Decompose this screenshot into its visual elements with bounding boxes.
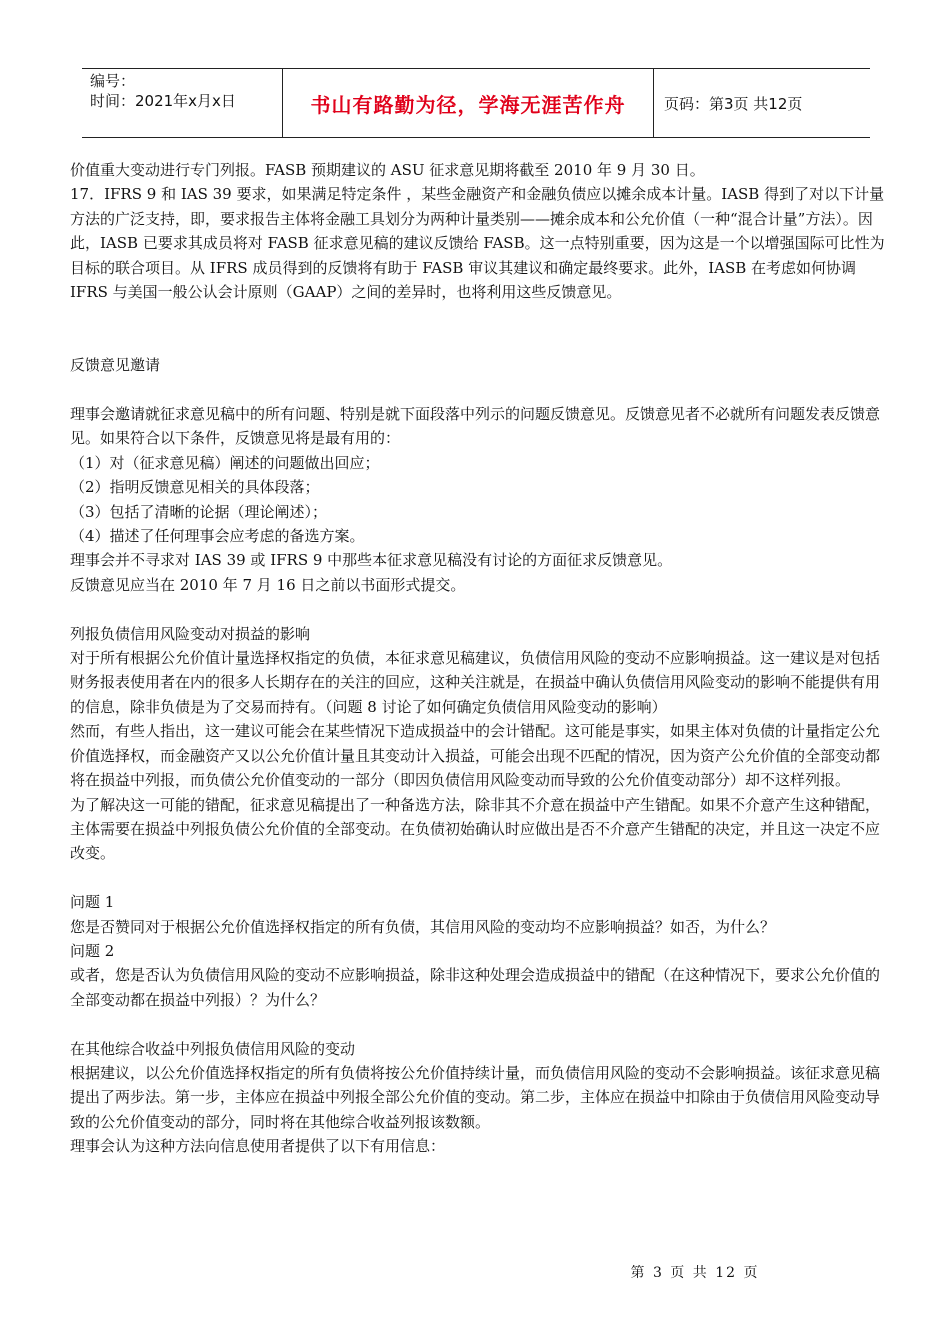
header-motto-cell	[282, 69, 654, 137]
question-text: 或者，您是否认为负债信用风险的变动不应影响损益，除非这种处理会造成损益中的错配（在这种情况下，要求公允价值的全部变动都在损益中列报）？为什么？	[70, 966, 881, 1009]
paragraph: 然而，有些人指出，这一建议可能会在某些情况下造成损益中的会计错配。这可能是事实，如果主体对负债的计量指定公允价值选择权，而金融资产又以公允价值计量且其变动计入损益，可能会出现不匹配的情况，因为资产公允价值的全部变动都将在损益中列报，而负债公允价值变动的一部分（即因负债信用风险变动而导致的公允价值变动部分）却不这样列报。	[70, 722, 881, 790]
document-date: 时间：2021年x月x日	[90, 92, 236, 110]
paragraph: 理事会并不寻求对 IAS 39 或 IFRS 9 中那些本征求意见稿没有讨论的方面征求反馈意见。	[70, 551, 673, 570]
section-heading: 反馈意见邀请	[70, 356, 161, 375]
document-body	[70, 158, 885, 1159]
paragraph: 17．IFRS 9 和 IAS 39 要求，如果满足特定条件 ，某些金融资产和金融负债应以摊余成本计量。IASB 得到了对以下计量方法的广泛支持，即，要求报告主体将金融工具划分为两种计量类别——摊余成本和公允价值（一种“混合计量”方法）。因此，IASB 已要求其成员将对 FASB 征求意见稿的建议反馈给 FASB。这一点特别重要，因为这是一个以增强国际可比性为目标的联合项目。从 IFRS 成员得到的反馈将有助于 FASB 审议其建议和确定最终要求。此外，IASB 在考虑如何协调 IFRS 与美国一般公认会计原则（GAAP）之间的差异时，也将利用这些反馈意见。	[70, 185, 885, 302]
page-header	[82, 68, 870, 138]
section-heading: 在其他综合收益中列报负债信用风险的变动	[70, 1039, 356, 1058]
question-text: 您是否赞同对于根据公允价值选择权指定的所有负债，其信用风险的变动均不应影响损益？如否，为什么？	[70, 917, 776, 936]
paragraph: 根据建议，以公允价值选择权指定的所有负债将按公允价值持续计量，而负债信用风险的变动不会影响损益。该征求意见稿提出了两步法。第一步，主体应在损益中列报全部公允价值的变动。第二步，主体应在损益中扣除由于负债信用风险变动导致的公允价值变动的部分，同时将在其他综合收益列报该数额。	[70, 1063, 881, 1131]
paragraph: 理事会邀请就征求意见稿中的所有问题、特别是就下面段落中列示的问题反馈意见。反馈意见者不必就所有问题发表反馈意见。如果符合以下条件，反馈意见将是最有用的：	[70, 405, 881, 448]
document-number: 编号：	[90, 72, 136, 90]
paragraph: 反馈意见应当在 2010 年 7 月 16 日之前以书面形式提交。	[70, 575, 466, 594]
list-item: （1）对（征求意见稿）阐述的问题做出回应；	[70, 453, 380, 472]
list-item: （4）描述了任何理事会应考虑的备选方案。	[70, 527, 365, 546]
header-motto: 书山有路勤为径，学海无涯苦作舟	[310, 92, 626, 117]
header-meta	[82, 69, 282, 137]
paragraph: 对于所有根据公允价值计量选择权指定的负债，本征求意见稿建议，负债信用风险的变动不应影响损益。这一建议是对包括财务报表使用者在内的很多人长期存在的关注的回应，这种关注就是，在损益中确认负债信用风险变动的影响不能提供有用的信息，除非负债是为了交易而持有。（问题 8 讨论了如何确定负债信用风险变动的影响）	[70, 649, 881, 716]
section-heading: 列报负债信用风险变动对损益的影响	[70, 624, 311, 643]
paragraph: 为了解决这一可能的错配，征求意见稿提出了一种备选方法，除非其不介意在损益中产生错配。如果不介意产生这种错配，主体需要在损益中列报负债公允价值的全部变动。在负债初始确认时应做出是否不介意产生错配的决定，并且这一决定不应改变。	[70, 795, 881, 863]
question-title: 问题 2	[70, 941, 115, 960]
page-footer: 第 3 页 共 12 页	[630, 1265, 760, 1281]
header-page-cell	[654, 69, 870, 137]
paragraph: 价值重大变动进行专门列报。FASB 预期建议的 ASU 征求意见期将截至 2010 年 9 月 30 日。	[70, 161, 705, 179]
paragraph: 理事会认为这种方法向信息使用者提供了以下有用信息：	[70, 1137, 446, 1156]
header-page-number: 页码：第3页 共12页	[664, 94, 803, 113]
question-title: 问题 1	[70, 893, 115, 912]
list-item: （2）指明反馈意见相关的具体段落；	[70, 478, 320, 497]
list-item: （3）包括了清晰的论据（理论阐述）；	[70, 502, 328, 521]
